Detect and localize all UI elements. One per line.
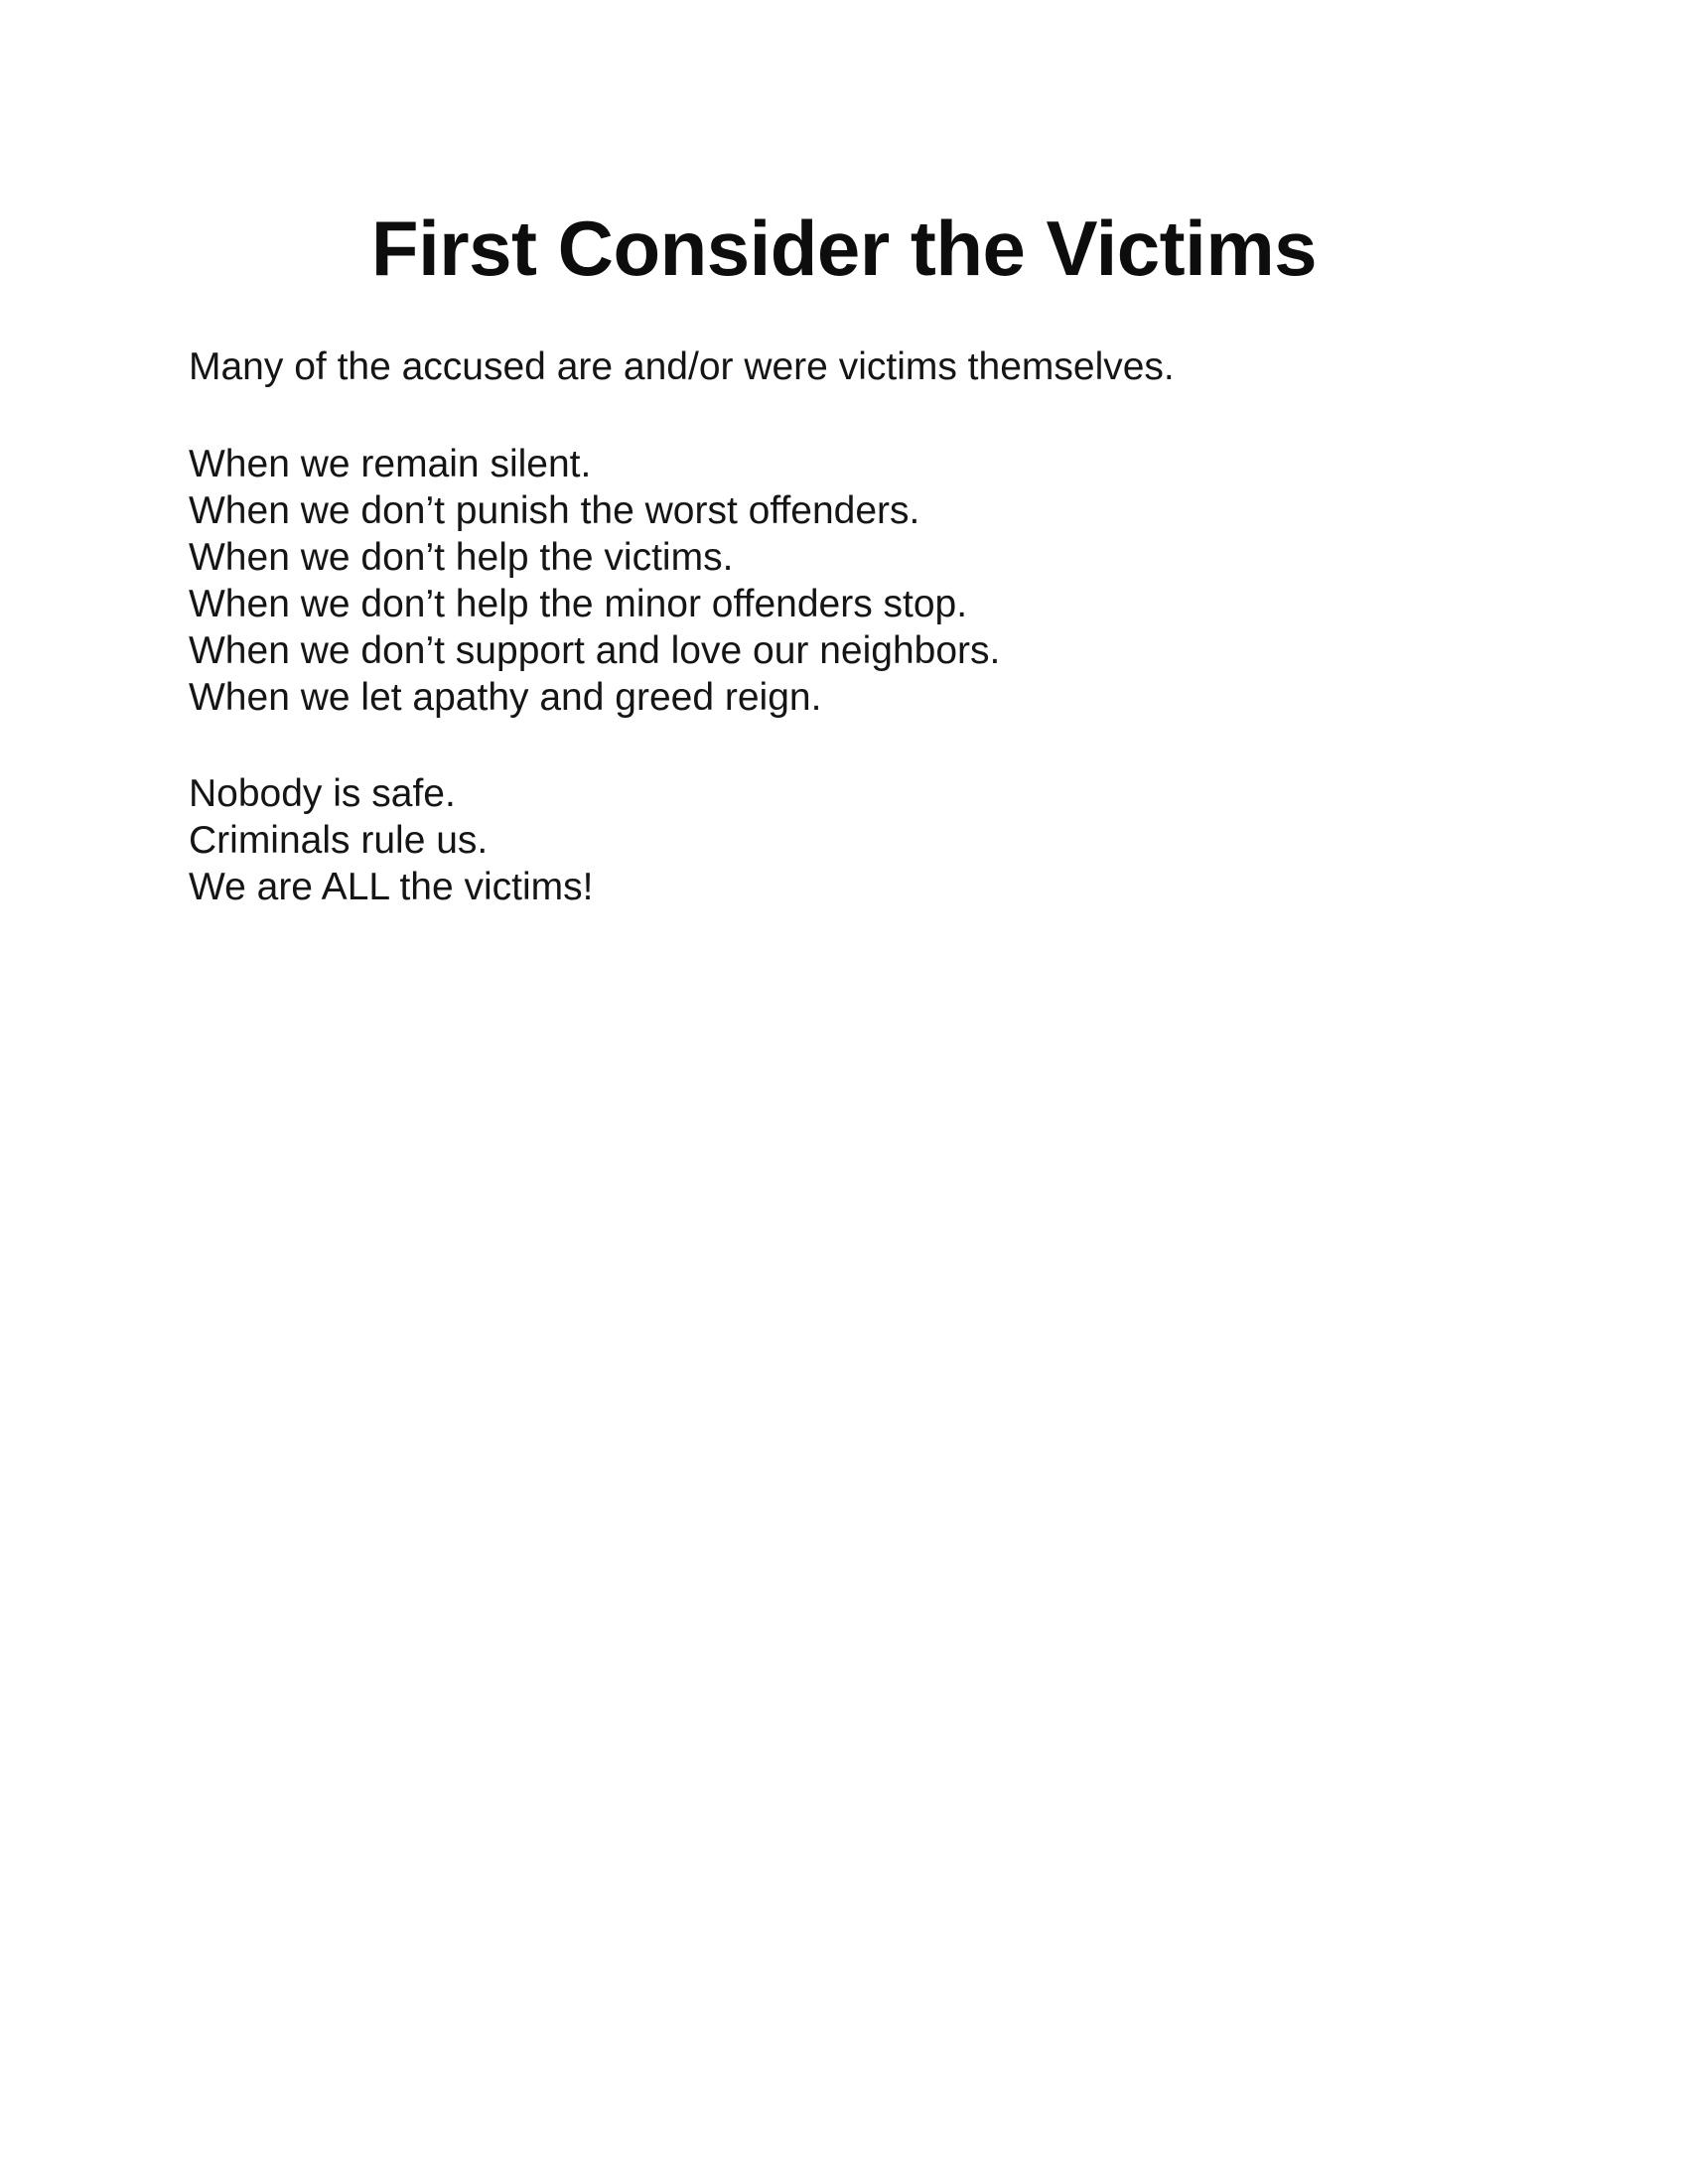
condition-line: When we remain silent. [189,443,592,485]
conditions-stanza [189,441,1479,721]
condition-line: When we don’t help the minor offenders stop. [189,583,968,625]
conclusion-stanza [189,770,1479,910]
conclusion-line: We are ALL the victims! [189,866,594,908]
intro-paragraph [189,343,1479,390]
condition-line: When we don’t help the victims. [189,536,734,579]
condition-line: When we don’t support and love our neighbors. [189,629,1001,672]
conclusion-line: Nobody is safe. [189,772,456,815]
condition-line: When we don’t punish the worst offenders. [189,489,920,532]
condition-line: When we let apathy and greed reign. [189,676,822,719]
conclusion-line: Criminals rule us. [189,819,489,862]
intro-line: Many of the accused are and/or were victims themselves. [189,345,1175,388]
document-title: First Consider the Victims [370,205,1318,292]
